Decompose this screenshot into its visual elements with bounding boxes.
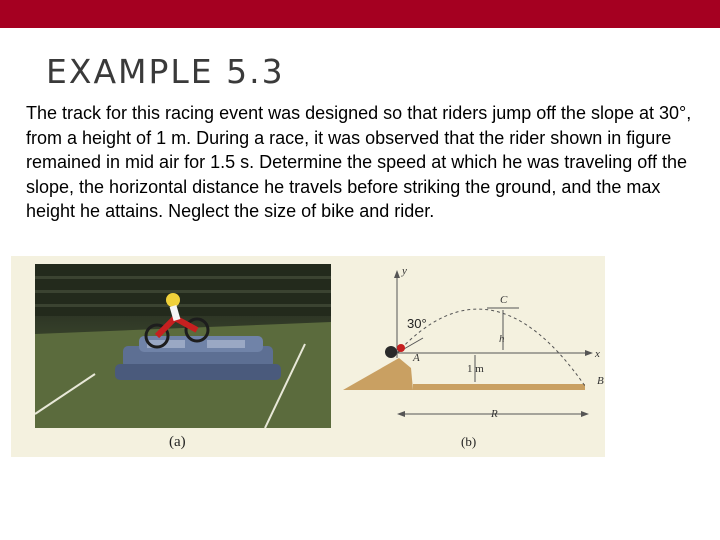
figure-label-a: (a): [169, 434, 186, 450]
apex-label: C: [500, 294, 508, 306]
problem-text: The track for this racing event was designed so that riders jump off the slope at 30°, from a height of 1 m. During a race, it was observed that the rider shown in figure remained in mid air for 1.5 s. Determine the speed at which he was traveling off the slope, the horizontal distance he travels before striking the ground, and the max height he attains. Neglect the size of bike and rider.: [26, 103, 692, 221]
figure-label-b: (b): [461, 434, 477, 449]
range-label: R: [491, 408, 498, 420]
height-label: h: [499, 333, 505, 345]
slide-title: EXAMPLE 5.3: [46, 52, 285, 91]
x-axis-label: x: [595, 348, 600, 360]
y-axis-label: y: [402, 265, 407, 277]
trajectory-diagram: [341, 256, 605, 457]
figure-panel: [11, 256, 605, 457]
ramp: [343, 358, 413, 390]
point-a-label: A: [413, 352, 420, 364]
ground: [413, 384, 585, 390]
point-b-label: B: [597, 375, 604, 387]
ramp-height-label: 1 m: [467, 363, 484, 375]
race-photo: [35, 264, 331, 428]
top-bar: [0, 0, 720, 28]
launch-angle-label: 30°: [407, 316, 427, 331]
